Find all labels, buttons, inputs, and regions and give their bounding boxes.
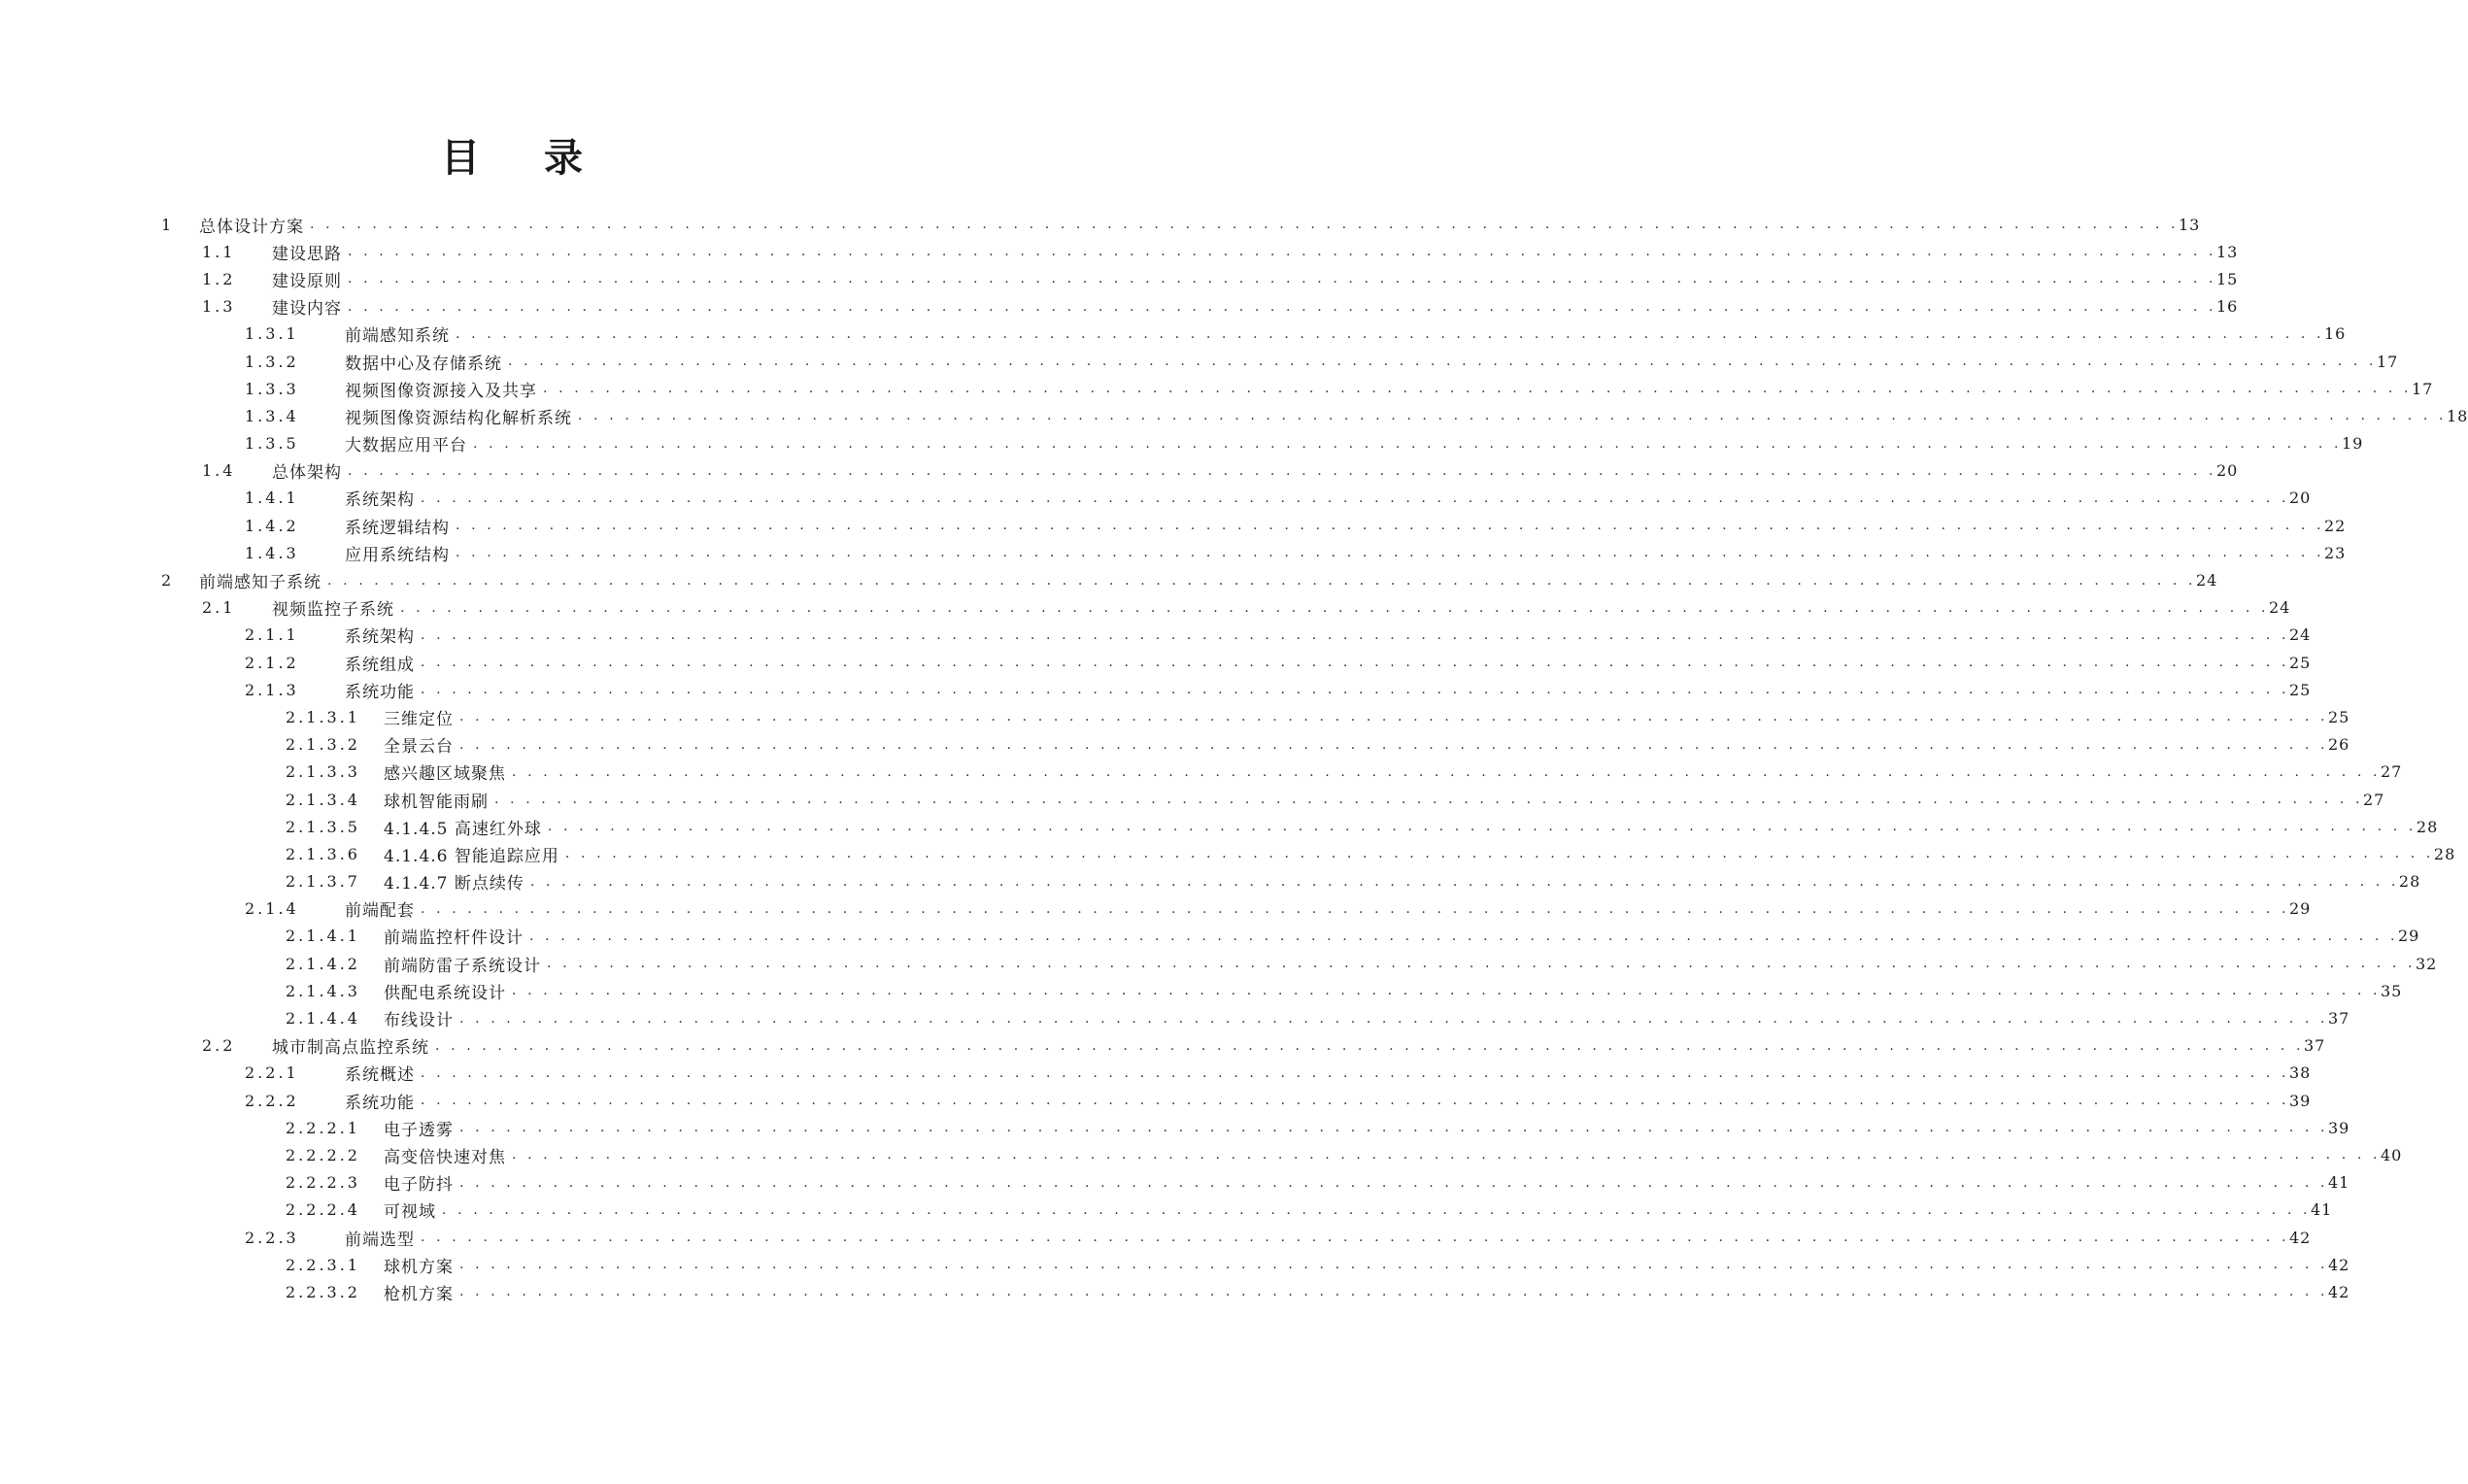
toc-page-number: 17 (2377, 352, 2399, 371)
toc-entry-line (272, 267, 2239, 291)
toc-page-number: 27 (2363, 790, 2385, 809)
toc-entry-number: 2.2.1 (245, 1063, 299, 1083)
toc-leader-dots: . . . . . . . . . . . . . . . . . . . . . . . . . . . . . . . . . . . . . . . . . . . . . . . . . . . . . . . . . . . . . . . . . . . . . . . . . . . . . . . . . . . . . . . . . . . . . . . . . . . . . . . . . . . . . . . . . . . . . . . . (459, 709, 2328, 725)
toc-entry-line (272, 595, 2291, 621)
toc-page-number: 29 (2289, 899, 2312, 919)
toc-entry-line (384, 1197, 2333, 1223)
toc-entry[interactable] (0, 676, 2312, 703)
toc-entry[interactable] (0, 977, 2403, 1004)
toc-page-number: 25 (2289, 653, 2312, 672)
toc-entry-number: 1.4.3 (245, 543, 299, 562)
toc-entry-line (345, 896, 2312, 922)
toc-entry-line (345, 321, 2347, 347)
toc-entry-title: 大数据应用平台 (345, 436, 467, 456)
toc-leader-dots: . . . . . . . . . . . . . . . . . . . . . . . . . . . . . . . . . . . . . . . . . . . . . . . . . . . . . . . . . . . . . . . . . . . . . . . . . . . . . . . . . . . . . . . . . . . . . . . . . . . . . . . . . . . . . . . . . . . . . . . . (459, 1257, 2328, 1273)
toc-entry-line (384, 1006, 2350, 1031)
toc-leader-dots: . . . . . . . . . . . . . . . . . . . . . . . . . . . . . . . . . . . . . . . . . . . . . . . . . . . . . . . . . . . . . . . . . . . . . . . . . . . . . . . . . . . . . . . . . . . . . . . . . . . . . . . . . . . . . . . . . . . . . . . . (459, 1174, 2328, 1191)
toc-entry[interactable] (0, 430, 2364, 457)
toc-leader-dots: . . . . . . . . . . . . . . . . . . . . . . . . . . . . . . . . . . . . . . . . . . . . . . . . . . . . . . . . . . . . . . . . . . . . . . . . . . . . . . . . . . . . . . . . . . . . . . . . . . . . . . . . . . . . . . . . . . . . . . . . (529, 873, 2399, 890)
toc-page-number: 39 (2328, 1118, 2350, 1137)
toc-entry-line (345, 651, 2312, 675)
toc-entry-number: 2.1.3.5 (286, 817, 360, 836)
toc-entry[interactable] (0, 868, 2421, 895)
toc-entry-number: 1.3 (202, 297, 236, 317)
toc-entry-number: 2.1.4 (245, 899, 299, 919)
toc-page-number: 42 (2328, 1255, 2350, 1274)
toc-entry-title: 数据中心及存储系统 (345, 354, 502, 374)
toc-entry-number: 2.1.3 (245, 680, 299, 699)
toc-entry-number: 2 (161, 571, 175, 590)
toc-entry-number: 2.2.2.1 (286, 1118, 360, 1137)
toc-page-number: 27 (2381, 762, 2403, 782)
toc-page-number: 16 (2216, 297, 2239, 317)
toc-page-number: 38 (2289, 1063, 2312, 1083)
toc-entry-number: 1.1 (202, 242, 236, 261)
toc-entry-number: 2.1.3.6 (286, 844, 360, 863)
toc-entry-title: 电子防抖 (384, 1175, 454, 1196)
toc-leader-dots: . . . . . . . . . . . . . . . . . . . . . . . . . . . . . . . . . . . . . . . . . . . . . . . . . . . . . . . . . . . . . . . . . . . . . . . . . . . . . . . . . . . . . . . . . . . . . . . . . . . . . . . . . . . . . . . . . . . . . . . . (494, 792, 2363, 808)
toc-entry-title: 系统功能 (345, 1093, 415, 1113)
toc-entry[interactable] (0, 649, 2312, 676)
toc-entry[interactable] (0, 759, 2403, 786)
toc-entry-title: 布线设计 (384, 1011, 454, 1031)
toc-entry[interactable] (0, 786, 2385, 813)
toc-page-number: 26 (2328, 735, 2350, 755)
toc-entry-line (345, 1226, 2312, 1250)
toc-entry[interactable] (0, 1197, 2333, 1224)
toc-entry-title: 前端感知子系统 (199, 573, 321, 593)
toc-entry-line (345, 431, 2364, 456)
toc-entry[interactable] (0, 265, 2239, 292)
toc-page-number: 39 (2289, 1091, 2312, 1110)
toc-entry-title: 系统组成 (345, 655, 415, 675)
toc-entry[interactable] (0, 923, 2420, 950)
toc-leader-dots: . . . . . . . . . . . . . . . . . . . . . . . . . . . . . . . . . . . . . . . . . . . . . . . . . . . . . . . . . . . . . . . . . . . . . . . . . . . . . . . . . . . . . . . . . . . . . . . . . . . . . . . . . . . . . . . . . . . . . . . . (459, 1120, 2328, 1136)
toc-entry-line (384, 1170, 2350, 1196)
toc-entry-number: 1.3.3 (245, 379, 299, 398)
toc-page-number: 13 (2179, 215, 2201, 234)
toc-entry-number: 1.3.5 (245, 434, 299, 454)
toc-entry-number: 1.4.1 (245, 489, 299, 508)
toc-entry-line (345, 350, 2399, 374)
toc-entry-line (345, 1089, 2312, 1113)
toc-entry[interactable] (0, 375, 2434, 402)
toc-entry-number: 1 (161, 215, 175, 234)
toc-entry-number: 1.4 (202, 461, 236, 481)
toc-entry-line (345, 377, 2434, 401)
toc-leader-dots: . . . . . . . . . . . . . . . . . . . . . . . . . . . . . . . . . . . . . . . . . . . . . . . . . . . . . . . . . . . . . . . . . . . . . . . . . . . . . . . . . . . . . . . . . . . . . . . . . . . . . . . . . . . . . . . . . . . . . . . . (512, 763, 2381, 780)
toc-leader-dots: . . . . . . . . . . . . . . . . . . . . . . . . . . . . . . . . . . . . . . . . . . . . . . . . . . . . . . . . . . . . . . . . . . . . . . . . . . . . . . . . . . . . . . . . . . . . . . . . . . . . . . . . . . . . . . . . . . . . . . . . (547, 819, 2417, 835)
toc-entry-line (199, 568, 2218, 593)
toc-entry[interactable] (0, 1278, 2350, 1305)
toc-entry-title: 总体设计方案 (199, 217, 304, 237)
toc-leader-dots: . . . . . . . . . . . . . . . . . . . . . . . . . . . . . . . . . . . . . . . . . . . . . . . . . . . . . . . . . . . . . . . . . . . . . . . . . . . . . . . . . . . . . . . . . . . . . . . . . . . . . . . . . . . . . . . . . . . . . . . . (473, 435, 2342, 452)
toc-page-number: 25 (2289, 680, 2312, 699)
toc-entry-title: 系统逻辑结构 (345, 518, 450, 538)
toc-entry-line (384, 869, 2421, 894)
toc-entry-number: 1.4.2 (245, 516, 299, 535)
toc-leader-dots: . . . . . . . . . . . . . . . . . . . . . . . . . . . . . . . . . . . . . . . . . . . . . . . . . . . . . . . . . . . . . . . . . . . . . . . . . . . . . . . . . . . . . . . . . . . . . . . . . . . . . . . . . . . . . . . . . . . . . . . . (508, 354, 2377, 370)
toc-entry[interactable] (0, 320, 2347, 348)
toc-page-number: 16 (2324, 324, 2347, 344)
toc-leader-dots: . . . . . . . . . . . . . . . . . . . . . . . . . . . . . . . . . . . . . . . . . . . . . . . . . . . . . . . . . . . . . . . . . . . . . . . . . . . . . . . . . . . . . . . . . . . . . . . . . . . . . . . . . . . . . . . . . . . . . . . . (459, 736, 2328, 753)
toc-leader-dots: . . . . . . . . . . . . . . . . . . . . . . . . . . . . . . . . . . . . . . . . . . . . . . . . . . . . . . . . . . . . . . . . . . . . . . . . . . . . . . . . . . . . . . . . . . . . . . . . . . . . . . . . . . . . . . . . . . . . . . . . (348, 244, 2216, 260)
toc-page-number: 25 (2328, 707, 2350, 726)
toc-leader-dots: . . . . . . . . . . . . . . . . . . . . . . . . . . . . . . . . . . . . . . . . . . . . . . . . . . . . . . . . . . . . . . . . . . . . . . . . . . . . . . . . . . . . . . . . . . . . . . . . . . . . . . . . . . . . . . . . . . . . . . . . (529, 928, 2398, 944)
toc-entry-title: 前端监控杆件设计 (384, 928, 524, 949)
toc-page-number: 24 (2269, 598, 2291, 618)
toc-entry[interactable] (0, 703, 2350, 730)
toc-entry[interactable] (0, 895, 2312, 923)
toc-entry-title: 全景云台 (384, 737, 454, 758)
toc-entry[interactable] (0, 1114, 2350, 1141)
toc-leader-dots: . . . . . . . . . . . . . . . . . . . . . . . . . . . . . . . . . . . . . . . . . . . . . . . . . . . . . . . . . . . . . . . . . . . . . . . . . . . . . . . . . . . . . . . . . . . . . . . . . . . . . . . . . . . . . . . . . . . . . . . . (421, 900, 2289, 917)
toc-entry-number: 1.2 (202, 269, 236, 288)
toc-leader-dots: . . . . . . . . . . . . . . . . . . . . . . . . . . . . . . . . . . . . . . . . . . . . . . . . . . . . . . . . . . . . . . . . . . . . . . . . . . . . . . . . . . . . . . . . . . . . . . . . . . . . . . . . . . . . . . . . . . . . . . . . (421, 1230, 2289, 1246)
toc-page-number: 17 (2412, 379, 2434, 398)
toc-entry-number: 2.1.4.1 (286, 927, 360, 946)
toc-page-number: 22 (2324, 516, 2347, 535)
toc-entry-title: 建设内容 (272, 299, 342, 320)
toc-entry-title: 可视域 (384, 1202, 436, 1223)
toc-entry-line (272, 1033, 2326, 1059)
toc-entry[interactable] (0, 813, 2439, 840)
toc-page-number: 28 (2398, 872, 2421, 892)
toc-entry-number: 2.1.4.4 (286, 1009, 360, 1029)
toc-leader-dots: . . . . . . . . . . . . . . . . . . . . . . . . . . . . . . . . . . . . . . . . . . . . . . . . . . . . . . . . . . . . . . . . . . . . . . . . . . . . . . . . . . . . . . . . . . . . . . . . . . . . . . . . . . . . . . . . . . . . . . . . (456, 325, 2324, 342)
toc-page-number: 35 (2381, 981, 2403, 1000)
toc-entry-line (345, 541, 2347, 565)
toc-entry-number: 2.1.3.2 (286, 735, 360, 755)
toc-entry[interactable] (0, 1141, 2403, 1168)
toc-page-number: 24 (2289, 625, 2312, 645)
toc-entry-title: 电子透雾 (384, 1120, 454, 1140)
toc-entry[interactable] (0, 211, 2201, 238)
toc-entry-number: 2.1.4.3 (286, 981, 360, 1000)
toc-leader-dots: . . . . . . . . . . . . . . . . . . . . . . . . . . . . . . . . . . . . . . . . . . . . . . . . . . . . . . . . . . . . . . . . . . . . . . . . . . . . . . . . . . . . . . . . . . . . . . . . . . . . . . . . . . . . . . . . . . . . . . . . (348, 298, 2216, 315)
toc-entry-title: 建设原则 (272, 271, 342, 291)
toc-page-number: 29 (2398, 927, 2420, 946)
toc-leader-dots: . . . . . . . . . . . . . . . . . . . . . . . . . . . . . . . . . . . . . . . . . . . . . . . . . . . . . . . . . . . . . . . . . . . . . . . . . . . . . . . . . . . . . . . . . . . . . . . . . . . . . . . . . . . . . . . . . . . . . . . . (456, 545, 2324, 561)
toc-entry-title: 供配电系统设计 (384, 983, 506, 1003)
toc-entry-line (384, 705, 2350, 729)
toc-entry-number: 2.2.3.1 (286, 1255, 360, 1274)
toc-leader-dots: . . . . . . . . . . . . . . . . . . . . . . . . . . . . . . . . . . . . . . . . . . . . . . . . . . . . . . . . . . . . . . . . . . . . . . . . . . . . . . . . . . . . . . . . . . . . . . . . . . . . . . . . . . . . . . . . . . . . . . . . (564, 846, 2434, 862)
toc-entry[interactable] (0, 622, 2312, 649)
toc-page-number: 20 (2289, 489, 2312, 508)
toc-page-number: 41 (2311, 1200, 2333, 1220)
toc-leader-dots: . . . . . . . . . . . . . . . . . . . . . . . . . . . . . . . . . . . . . . . . . . . . . . . . . . . . . . . . . . . . . . . . . . . . . . . . . . . . . . . . . . . . . . . . . . . . . . . . . . . . . . . . . . . . . . . . . . . . . . . . (459, 1010, 2328, 1027)
toc-entry[interactable] (0, 1004, 2350, 1031)
toc-entry-title: 前端选型 (345, 1230, 415, 1250)
toc-entry-line (345, 514, 2347, 538)
toc-page-number: 28 (2416, 817, 2439, 836)
toc-entry-title: 三维定位 (384, 709, 454, 729)
toc-entry[interactable] (0, 1224, 2312, 1251)
toc-entry[interactable] (0, 238, 2239, 265)
toc-leader-dots: . . . . . . . . . . . . . . . . . . . . . . . . . . . . . . . . . . . . . . . . . . . . . . . . . . . . . . . . . . . . . . . . . . . . . . . . . . . . . . . . . . . . . . . . . . . . . . . . . . . . . . . . . . . . . . . . . . . . . . . . (456, 518, 2324, 534)
toc-entry-line (345, 486, 2312, 511)
toc-entry-number: 2.2 (202, 1036, 236, 1056)
toc-entry-title: 球机智能雨刷 (384, 792, 489, 812)
toc-page-number: 41 (2328, 1173, 2350, 1193)
toc-entry-title: 高变倍快速对焦 (384, 1147, 506, 1167)
toc-page-number: 28 (2433, 844, 2456, 863)
toc-entry-number: 1.3.2 (245, 352, 299, 371)
toc-leader-dots: . . . . . . . . . . . . . . . . . . . . . . . . . . . . . . . . . . . . . . . . . . . . . . . . . . . . . . . . . . . . . . . . . . . . . . . . . . . . . . . . . . . . . . . . . . . . . . . . . . . . . . . . . . . . . . . . . . . . . . . . (348, 271, 2216, 287)
toc-entry[interactable] (0, 485, 2312, 512)
toc-entry-number: 2.1.3.3 (286, 762, 360, 782)
toc-page-number: 32 (2416, 954, 2438, 973)
toc-entry-number: 2.1.1 (245, 625, 299, 645)
toc-entry-line (272, 458, 2239, 484)
toc-entry[interactable] (0, 1032, 2326, 1060)
toc-entry-line (345, 623, 2312, 648)
toc-entry-title: 系统架构 (345, 490, 415, 511)
toc-entry[interactable] (0, 731, 2350, 759)
toc-entry-number: 2.1.4.2 (286, 954, 360, 973)
toc-entry[interactable] (0, 348, 2399, 375)
toc-entry-line (384, 759, 2403, 785)
toc-entry[interactable] (0, 566, 2218, 593)
toc-entry-title: 系统功能 (345, 682, 415, 702)
toc-entry-number: 1.3.4 (245, 406, 299, 425)
toc-entry-title: 前端感知系统 (345, 326, 450, 347)
toc-leader-dots: . . . . . . . . . . . . . . . . . . . . . . . . . . . . . . . . . . . . . . . . . . . . . . . . . . . . . . . . . . . . . . . . . . . . . . . . . . . . . . . . . . . . . . . . . . . . . . . . . . . . . . . . . . . . . . . . . . . . . . . . (512, 983, 2381, 999)
toc-page-number: 37 (2304, 1036, 2326, 1056)
toc-entry-line (384, 732, 2350, 758)
toc-page-number: 40 (2381, 1145, 2403, 1164)
toc-entry-number: 2.1.2 (245, 653, 299, 672)
toc-leader-dots: . . . . . . . . . . . . . . . . . . . . . . . . . . . . . . . . . . . . . . . . . . . . . . . . . . . . . . . . . . . . . . . . . . . . . . . . . . . . . . . . . . . . . . . . . . . . . . . . . . . . . . . . . . . . . . . . . . . . . . . . (578, 408, 2447, 424)
toc-entry-title: 前端配套 (345, 901, 415, 922)
toc-entry[interactable] (0, 512, 2347, 539)
toc-entry[interactable] (0, 840, 2456, 867)
toc-entry-number: 2.2.2.3 (286, 1173, 360, 1193)
toc-entry[interactable] (0, 1087, 2312, 1114)
toc-page-number: 42 (2328, 1282, 2350, 1301)
toc-entry-number: 1.3.1 (245, 324, 299, 344)
toc-entry[interactable] (0, 457, 2239, 485)
toc-entry-line (272, 294, 2239, 320)
toc-entry-line (384, 815, 2439, 839)
toc-page-number: 24 (2196, 571, 2218, 590)
page-title: 目 录 (441, 136, 608, 181)
toc-leader-dots: . . . . . . . . . . . . . . . . . . . . . . . . . . . . . . . . . . . . . . . . . . . . . . . . . . . . . . . . . . . . . . . . . . . . . . . . . . . . . . . . . . . . . . . . . . . . . . . . . . . . . . . . . . . . . . . . . . . . . . . . (348, 462, 2216, 479)
toc-leader-dots: . . . . . . . . . . . . . . . . . . . . . . . . . . . . . . . . . . . . . . . . . . . . . . . . . . . . . . . . . . . . . . . . . . . . . . . . . . . . . . . . . . . . . . . . . . . . . . . . . . . . . . . . . . . . . . . . . . . . . . . . (421, 655, 2289, 671)
toc-leader-dots: . . . . . . . . . . . . . . . . . . . . . . . . . . . . . . . . . . . . . . . . . . . . . . . . . . . . . . . . . . . . . . . . . . . . . . . . . . . . . . . . . . . . . . . . . . . . . . . . . . . . . . . . . . . . . . . . . . . . . . . . (327, 572, 2196, 589)
toc-entry-title: 系统概述 (345, 1065, 415, 1086)
toc-entry[interactable] (0, 293, 2239, 320)
toc-page-number: 18 (2447, 406, 2468, 425)
toc-entry-number: 2.1.3.7 (286, 872, 360, 892)
toc-entry-title: 视频监控子系统 (272, 600, 394, 621)
toc-entry-number: 2.2.2.2 (286, 1145, 360, 1164)
toc-leader-dots: . . . . . . . . . . . . . . . . . . . . . . . . . . . . . . . . . . . . . . . . . . . . . . . . . . . . . . . . . . . . . . . . . . . . . . . . . . . . . . . . . . . . . . . . . . . . . . . . . . . . . . . . . . . . . . . . . . . . . . . . (459, 1284, 2328, 1300)
toc-entry[interactable] (0, 1169, 2350, 1197)
toc-entry-title: 球机方案 (384, 1257, 454, 1277)
toc-entry[interactable] (0, 950, 2438, 977)
toc-entry-title: 4.1.4.7 断点续传 (384, 874, 524, 894)
toc-leader-dots: . . . . . . . . . . . . . . . . . . . . . . . . . . . . . . . . . . . . . . . . . . . . . . . . . . . . . . . . . . . . . . . . . . . . . . . . . . . . . . . . . . . . . . . . . . . . . . . . . . . . . . . . . . . . . . . . . . . . . . . . (512, 1147, 2381, 1164)
toc-entry-line (384, 1253, 2350, 1277)
toc-entry-line (272, 240, 2239, 264)
toc-leader-dots: . . . . . . . . . . . . . . . . . . . . . . . . . . . . . . . . . . . . . . . . . . . . . . . . . . . . . . . . . . . . . . . . . . . . . . . . . . . . . . . . . . . . . . . . . . . . . . . . . . . . . . . . . . . . . . . . . . . . . . . . (310, 217, 2179, 233)
toc-entry-line (384, 1143, 2403, 1167)
toc-page-number: 13 (2216, 242, 2239, 261)
toc-entry-title: 4.1.4.6 智能追踪应用 (384, 846, 559, 866)
toc-entry-title: 总体架构 (272, 463, 342, 484)
toc-entry-line (384, 842, 2456, 866)
toc-entry-title: 4.1.4.5 高速红外球 (384, 819, 542, 839)
toc-entry-number: 2.2.2.4 (286, 1200, 360, 1220)
toc-entry[interactable] (0, 1060, 2312, 1087)
toc-leader-dots: . . . . . . . . . . . . . . . . . . . . . . . . . . . . . . . . . . . . . . . . . . . . . . . . . . . . . . . . . . . . . . . . . . . . . . . . . . . . . . . . . . . . . . . . . . . . . . . . . . . . . . . . . . . . . . . . . . . . . . . . (421, 1093, 2289, 1109)
toc-entry-line (384, 788, 2385, 812)
toc-entry-line (384, 1116, 2350, 1140)
toc-entry[interactable] (0, 539, 2347, 566)
toc-page-number: 19 (2342, 434, 2364, 454)
toc-entry-number: 2.1.3.4 (286, 790, 360, 809)
toc-leader-dots: . . . . . . . . . . . . . . . . . . . . . . . . . . . . . . . . . . . . . . . . . . . . . . . . . . . . . . . . . . . . . . . . . . . . . . . . . . . . . . . . . . . . . . . . . . . . . . . . . . . . . . . . . . . . . . . . . . . . . . . . (421, 489, 2289, 506)
toc-entry-title: 视频图像资源接入及共享 (345, 381, 537, 401)
toc-entry-number: 2.2.3.2 (286, 1282, 360, 1301)
toc-entry-line (384, 924, 2420, 949)
toc-entry-title: 城市制高点监控系统 (272, 1038, 429, 1059)
toc-page-number: 20 (2216, 461, 2239, 481)
toc-entry[interactable] (0, 402, 2468, 429)
toc-leader-dots: . . . . . . . . . . . . . . . . . . . . . . . . . . . . . . . . . . . . . . . . . . . . . . . . . . . . . . . . . . . . . . . . . . . . . . . . . . . . . . . . . . . . . . . . . . . . . . . . . . . . . . . . . . . . . . . . . . . . . . . . (421, 1064, 2289, 1081)
toc-entry-number: 2.2.2 (245, 1091, 299, 1110)
toc-entry-title: 建设思路 (272, 244, 342, 264)
toc-leader-dots: . . . . . . . . . . . . . . . . . . . . . . . . . . . . . . . . . . . . . . . . . . . . . . . . . . . . . . . . . . . . . . . . . . . . . . . . . . . . . . . . . . . . . . . . . . . . . . . . . . . . . . . . . . . . . . . . . . . . . . . . (400, 599, 2269, 616)
toc-entry-line (345, 404, 2468, 428)
toc-entry-title: 系统架构 (345, 627, 415, 648)
toc-entry-title: 应用系统结构 (345, 545, 450, 565)
toc-entry-line (345, 1061, 2312, 1086)
toc-entry[interactable] (0, 1251, 2350, 1278)
toc-leader-dots: . . . . . . . . . . . . . . . . . . . . . . . . . . . . . . . . . . . . . . . . . . . . . . . . . . . . . . . . . . . . . . . . . . . . . . . . . . . . . . . . . . . . . . . . . . . . . . . . . . . . . . . . . . . . . . . . . . . . . . . . (421, 682, 2289, 698)
toc-page-number: 23 (2324, 543, 2347, 562)
toc-leader-dots: . . . . . . . . . . . . . . . . . . . . . . . . . . . . . . . . . . . . . . . . . . . . . . . . . . . . . . . . . . . . . . . . . . . . . . . . . . . . . . . . . . . . . . . . . . . . . . . . . . . . . . . . . . . . . . . . . . . . . . . . (543, 381, 2412, 397)
toc-entry-title: 感兴趣区域聚焦 (384, 764, 506, 785)
toc-entry-title: 枪机方案 (384, 1284, 454, 1304)
toc-entry-line (384, 979, 2403, 1003)
toc-entry[interactable] (0, 594, 2291, 622)
toc-leader-dots: . . . . . . . . . . . . . . . . . . . . . . . . . . . . . . . . . . . . . . . . . . . . . . . . . . . . . . . . . . . . . . . . . . . . . . . . . . . . . . . . . . . . . . . . . . . . . . . . . . . . . . . . . . . . . . . . . . . . . . . . (435, 1037, 2304, 1054)
toc-entry-title: 前端防雷子系统设计 (384, 956, 541, 976)
toc-entry-number: 2.1 (202, 598, 236, 618)
toc-page-number: 15 (2216, 269, 2239, 288)
table-of-contents (0, 211, 2468, 1306)
toc-entry-number: 2.2.3 (245, 1228, 299, 1247)
toc-leader-dots: . . . . . . . . . . . . . . . . . . . . . . . . . . . . . . . . . . . . . . . . . . . . . . . . . . . . . . . . . . . . . . . . . . . . . . . . . . . . . . . . . . . . . . . . . . . . . . . . . . . . . . . . . . . . . . . . . . . . . . . . (442, 1201, 2311, 1218)
toc-leader-dots: . . . . . . . . . . . . . . . . . . . . . . . . . . . . . . . . . . . . . . . . . . . . . . . . . . . . . . . . . . . . . . . . . . . . . . . . . . . . . . . . . . . . . . . . . . . . . . . . . . . . . . . . . . . . . . . . . . . . . . . . (421, 626, 2289, 643)
toc-entry-line (384, 952, 2438, 976)
toc-page-number: 37 (2328, 1009, 2350, 1029)
toc-entry-title: 视频图像资源结构化解析系统 (345, 408, 572, 428)
toc-entry-line (345, 678, 2312, 702)
toc-entry-line (199, 213, 2201, 237)
toc-entry-number: 2.1.3.1 (286, 707, 360, 726)
toc-leader-dots: . . . . . . . . . . . . . . . . . . . . . . . . . . . . . . . . . . . . . . . . . . . . . . . . . . . . . . . . . . . . . . . . . . . . . . . . . . . . . . . . . . . . . . . . . . . . . . . . . . . . . . . . . . . . . . . . . . . . . . . . (547, 956, 2416, 972)
toc-page-number: 42 (2289, 1228, 2312, 1247)
toc-entry-line (384, 1280, 2350, 1304)
